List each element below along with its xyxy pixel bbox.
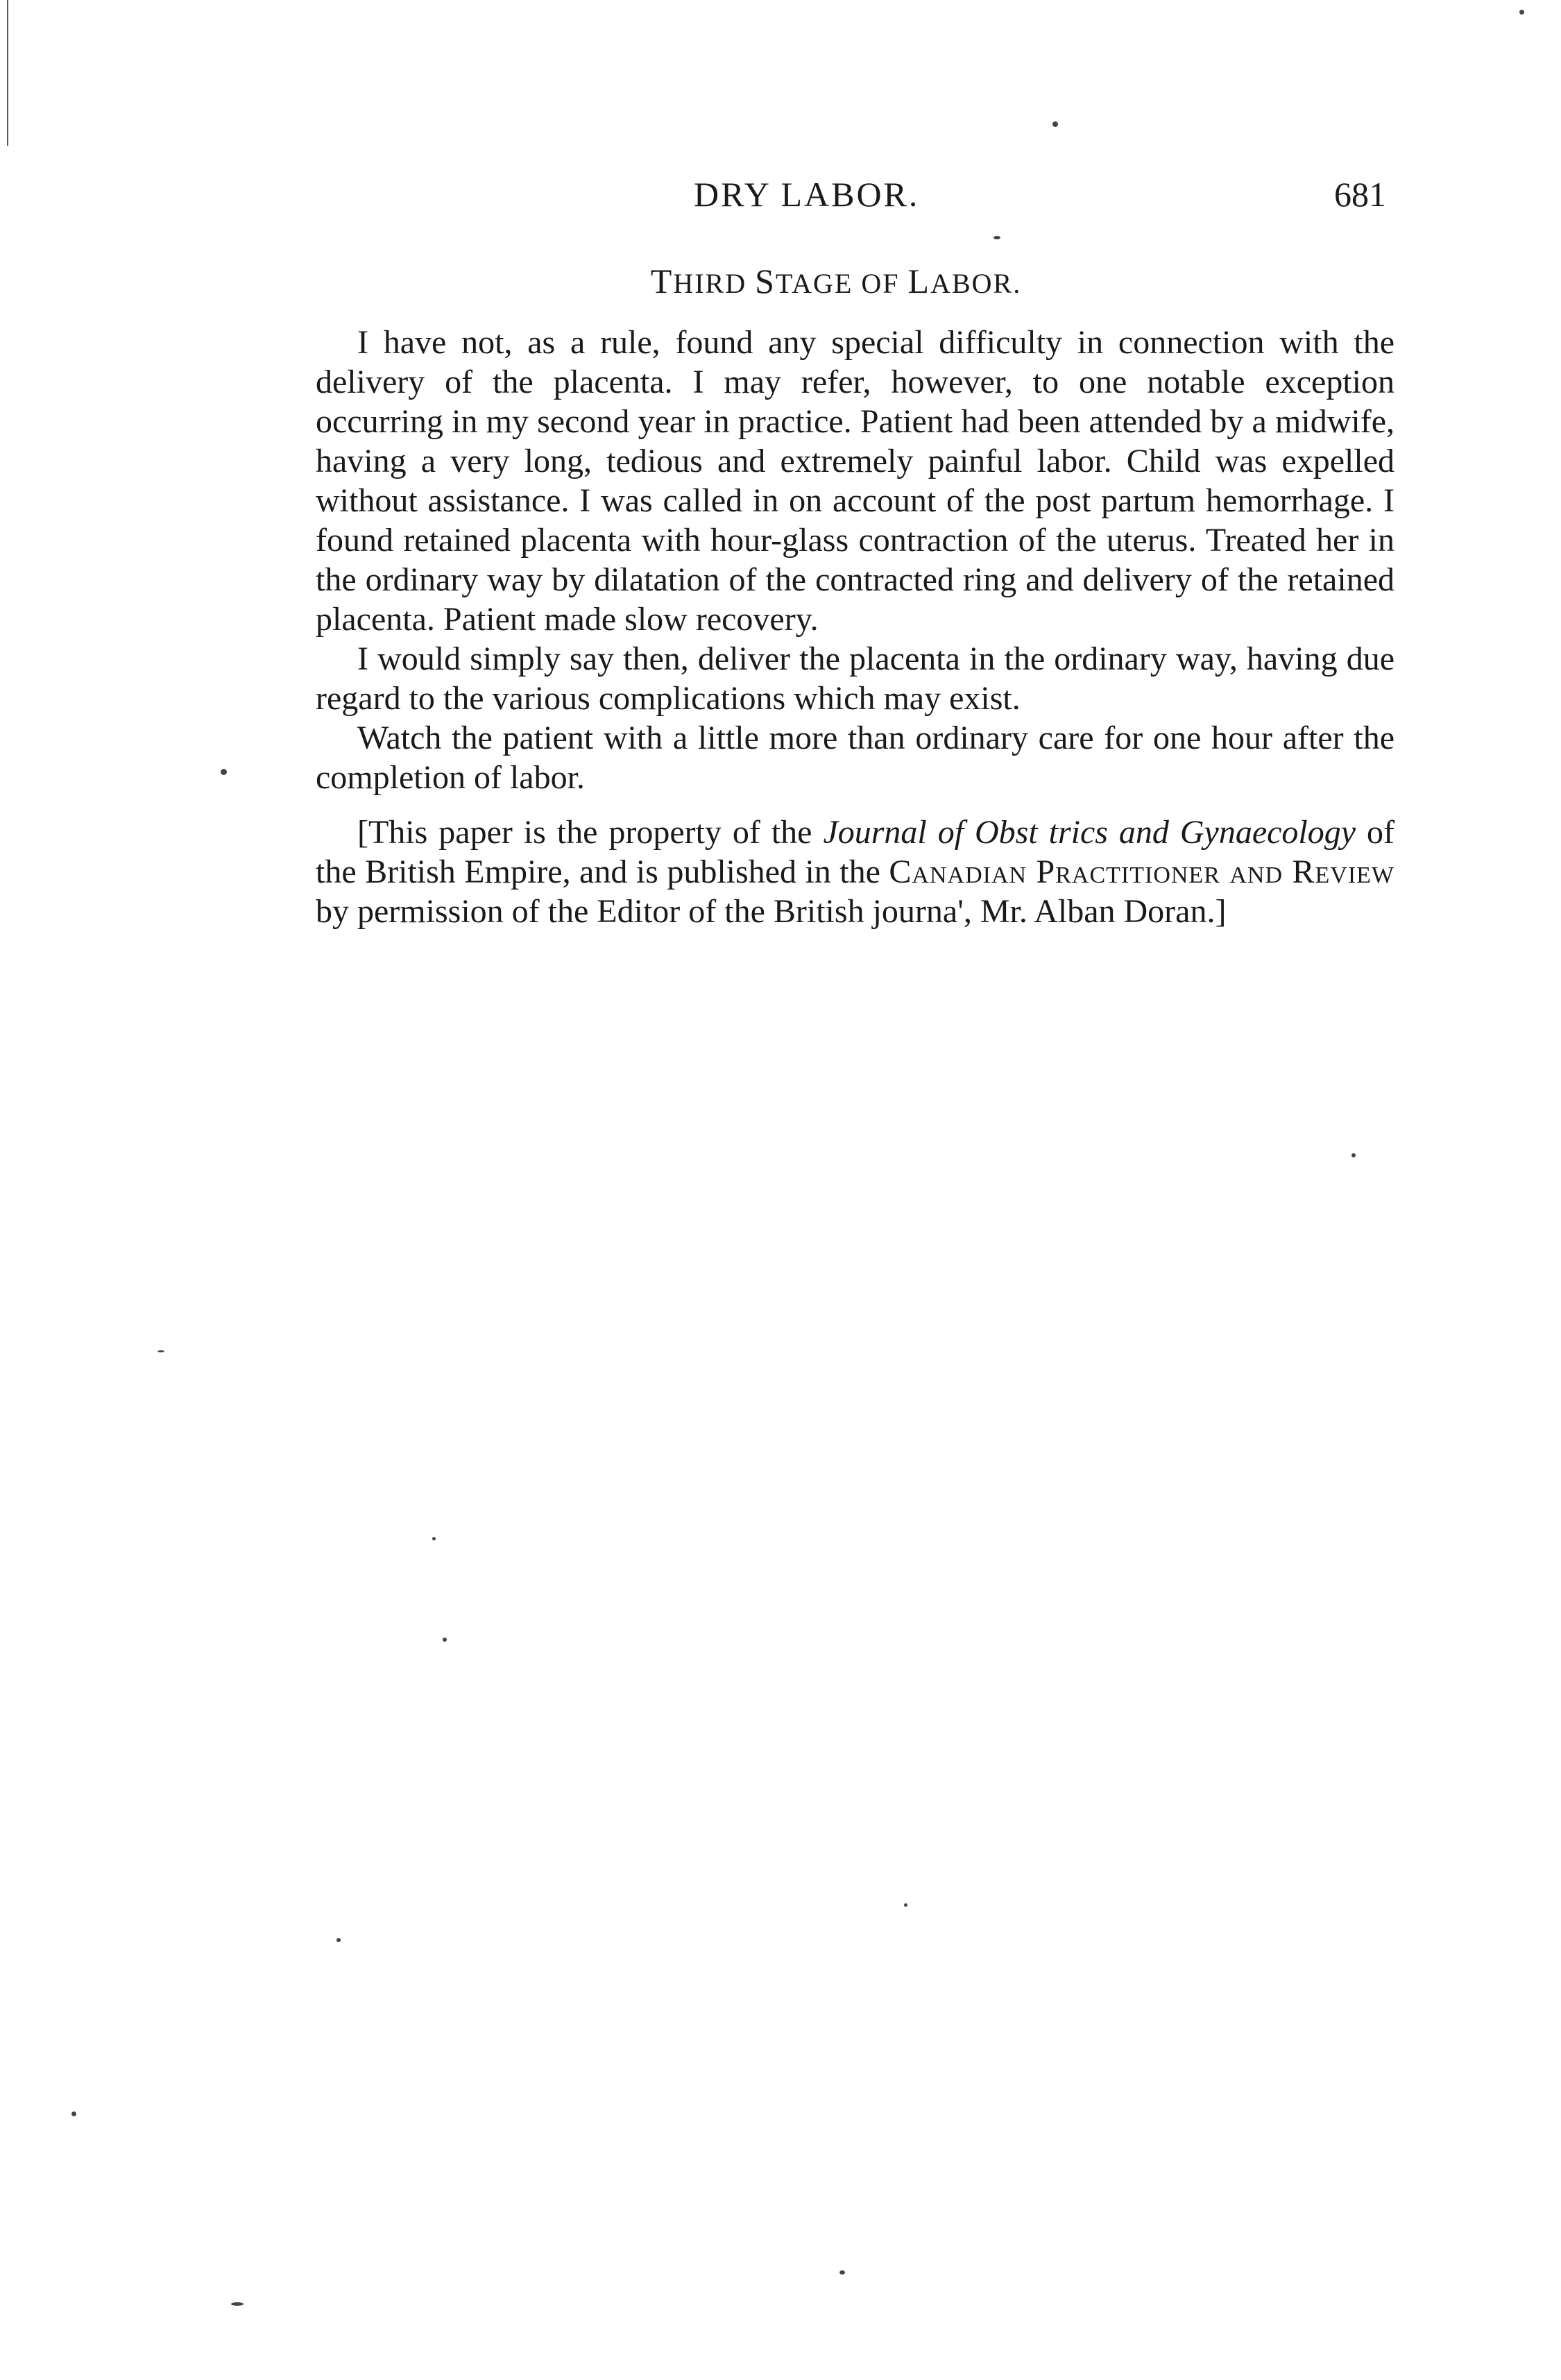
speck — [432, 1537, 436, 1540]
speck — [993, 236, 1000, 239]
heading-initial-t: T — [650, 262, 674, 300]
speck — [904, 1903, 907, 1907]
heading-initial-l: L — [907, 262, 931, 300]
speck — [157, 1350, 164, 1352]
paragraph-placenta-delivery: I have not, as a rule, found any special difficulty in connection with the delivery of the placenta. I may refer, however, to one notable exception occurring in my second year in practice. Patient had been attended by a midwife, having a very long, tedious and extremely painful labor. Child was expelled without assistance. I was called in on account of the post partum hemorrhage. I found retained placenta with hour-glass contraction of the uterus. Treated her in the ordinary way by dilatation of the contracted ring and delivery of the retained placenta. Patient made slow recovery. — [316, 324, 1394, 638]
paragraph-watch-patient: Watch the patient with a little more than ordinary care for one hour after the completion of labor. — [316, 720, 1394, 796]
heading-part-hird: HIRD — [673, 268, 756, 299]
speck — [1519, 10, 1524, 15]
speck — [221, 769, 227, 775]
section-heading — [0, 264, 1561, 298]
scan-edge-line — [7, 0, 8, 146]
paragraph-publication-note — [316, 813, 1394, 931]
speck — [71, 2111, 76, 2116]
speck — [1052, 121, 1058, 127]
paragraph-deliver-placenta: I would simply say then, deliver the placenta in the ordinary way, having due regard to the various complications which may exist. — [316, 640, 1394, 717]
heading-initial-s: S — [755, 262, 776, 300]
note-text-3: by permission of the Editor of the British journa', Mr. Alban Doran.] — [316, 893, 1227, 930]
speck — [1351, 1153, 1356, 1157]
note-journal-title: Journal of Obst trics and Gynaecology — [823, 814, 1356, 851]
speck — [443, 1638, 447, 1642]
note-text-2: of the British Empire, and is published in the — [316, 814, 1395, 890]
note-publication-name: Canadian Practitioner and Review — [889, 853, 1395, 890]
speck — [336, 1938, 341, 1942]
heading-part-tage-of: TAGE OF — [775, 268, 908, 299]
heading-part-abor: ABOR. — [930, 268, 1022, 299]
body-text — [316, 323, 1394, 931]
note-text-1: [This paper is the property of the — [357, 814, 824, 851]
page-number: 681 — [1334, 175, 1386, 214]
running-title: DRY LABOR. — [694, 175, 920, 214]
speck — [231, 2302, 244, 2306]
speck — [839, 2270, 845, 2275]
running-head — [0, 177, 1561, 232]
